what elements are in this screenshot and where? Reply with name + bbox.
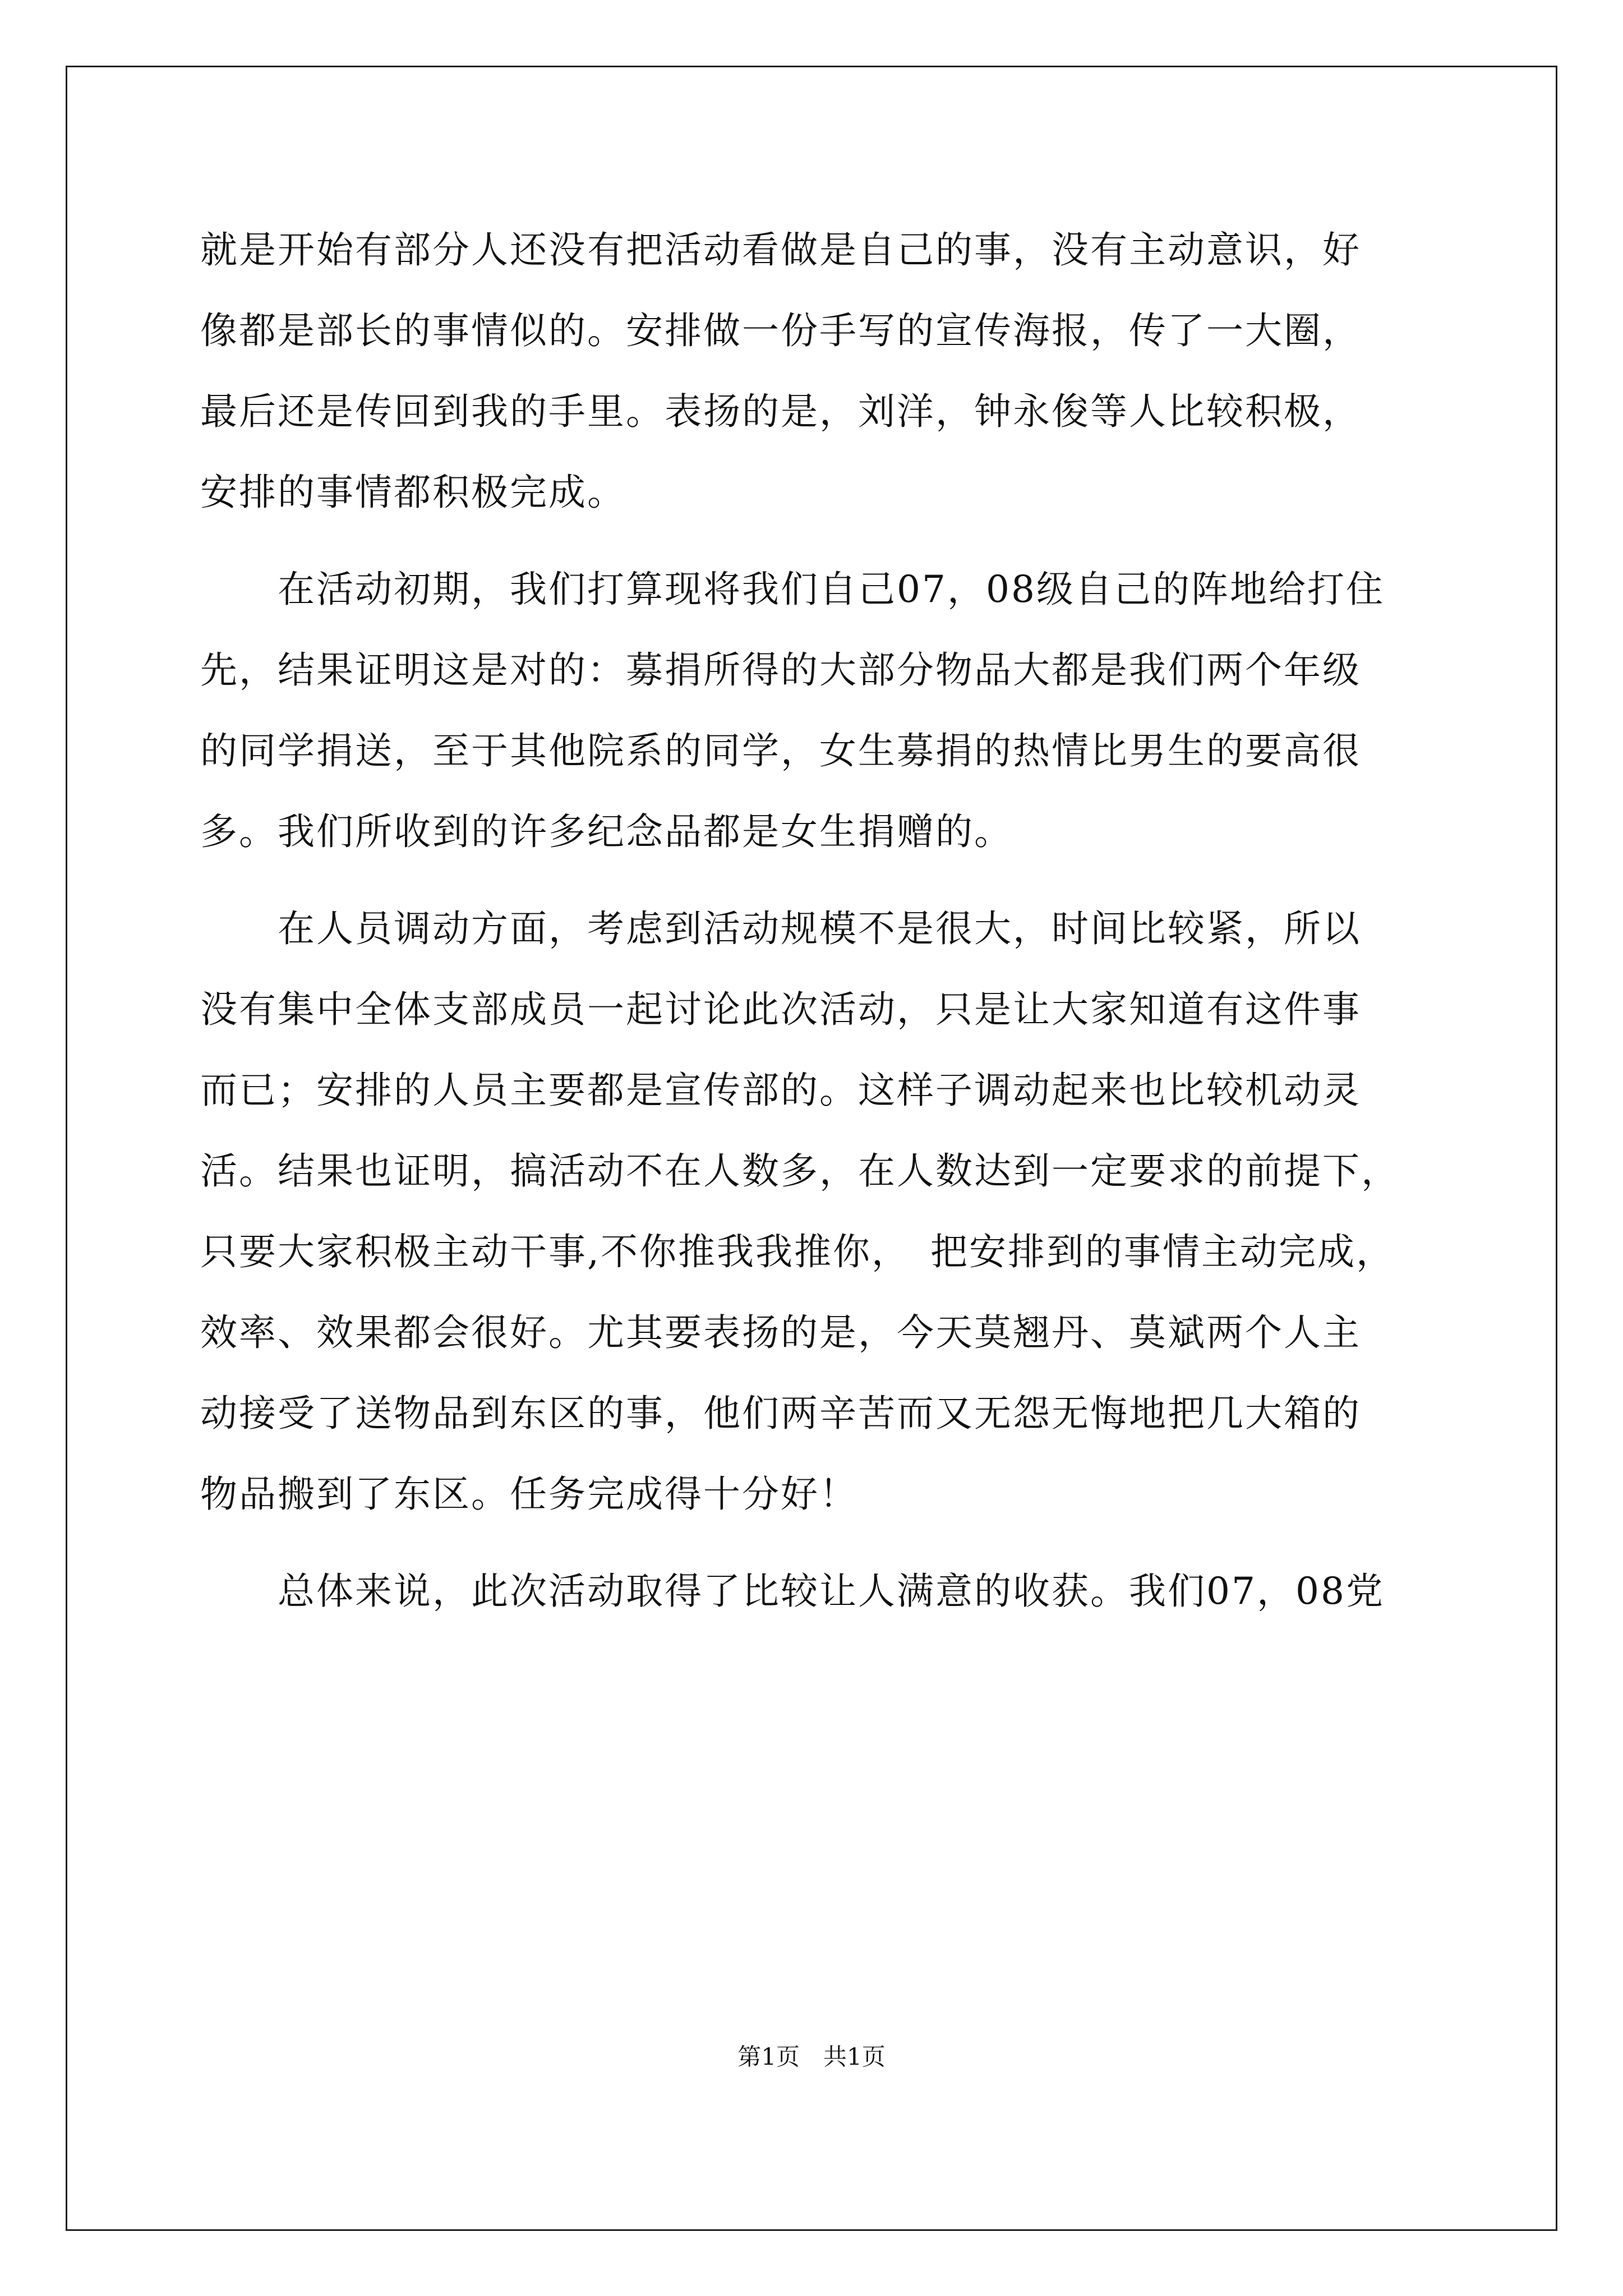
text-line: 而已；安排的人员主要都是宣传部的。这样子调动起来也比较机动灵 (200, 1069, 1361, 1112)
text-line: 动接受了送物品到东区的事，他们两辛苦而又无怨无悔地把几大箱的 (200, 1392, 1361, 1435)
text-line: 没有集中全体支部成员一起讨论此次活动，只是让大家知道有这件事 (200, 988, 1361, 1031)
text-line: 先，结果证明这是对的：募捐所得的大部分物品大都是我们两个年级 (200, 648, 1361, 692)
text-line: 活。结果也证明，搞活动不在人数多，在人数达到一定要求的前提下， (200, 1149, 1400, 1193)
text-line: 最后还是传回到我的手里。表扬的是，刘洋，钟永俊等人比较积极， (200, 390, 1361, 433)
text-line: 只要大家积极主动干事,不你推我我推你， 把安排到的事情主动完成， (200, 1230, 1395, 1273)
text-line: 在人员调动方面，考虑到活动规模不是很大，时间比较紧，所以 (200, 907, 1361, 950)
text-line: 安排的事情都积极完成。 (200, 471, 626, 514)
text-line: 总体来说，此次活动取得了比较让人满意的收获。我们07，08党 (200, 1570, 1385, 1613)
text-line: 多。我们所收到的许多纪念品都是女生捐赠的。 (200, 810, 1013, 853)
text-line: 物品搬到了东区。任务完成得十分好！ (200, 1473, 858, 1516)
text-line: 在活动初期，我们打算现将我们自己07，08级自己的阵地给打住 (200, 568, 1385, 611)
text-line: 像都是部长的事情似的。安排做一份手写的宣传海报，传了一大圈， (200, 309, 1361, 352)
text-line: 就是开始有部分人还没有把活动看做是自己的事，没有主动意识，好 (200, 228, 1361, 272)
page-footer: 第1页 共1页 (737, 2043, 886, 2070)
text-line: 的同学捐送，至于其他院系的同学，女生募捐的热情比男生的要高很 (200, 729, 1361, 772)
text-line: 效率、效果都会很好。尤其要表扬的是，今天莫翘丹、莫斌两个人主 (200, 1311, 1361, 1354)
